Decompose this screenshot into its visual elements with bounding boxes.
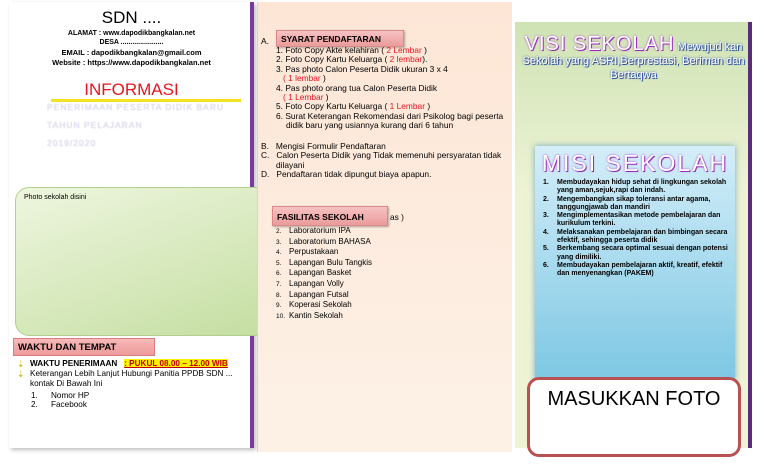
syarat-list [276,46,508,131]
list-item: 5. Foto Copy Kartu Keluarga ( 1 Lembar ) [276,101,431,112]
right-panel [515,22,752,448]
contact-list [31,391,89,409]
waktu-header: WAKTU DAN TEMPAT [13,338,155,356]
misi-list [543,179,731,279]
list-item: 10. Kantin Sekolah [276,310,343,320]
list-item: 1. Foto Copy Akte kelahiran ( 2 Lembar ) [276,45,427,55]
list-item: B. Mengisi Formulir Pendaftaran [261,141,386,151]
visi-title: VISI SEKOLAH [524,33,675,55]
ghost-line-1: PENERIMAAN PESERTA DIDIK BARU [47,102,224,112]
fasilitas-partial-text: as ) [390,212,404,222]
email-line: EMAIL : dapodikbangkalan@gmail.com [61,48,202,57]
ghost-line-2: TAHUN PELAJARAN [47,120,143,130]
info-title: INFORMASI [84,80,179,99]
fasilitas-list [276,226,476,321]
website-line: Website : https://www.dapodikbangkalan.net [52,58,211,67]
list-item: 1. Nomor HP [31,391,90,400]
list-item: 6. Surat Keterangan Rekomendasi dari Psikolog bagi peserta didik baru yang usiannya kurang dari 6 tahun [276,110,504,131]
list-item: 8. Lapangan Futsal [276,289,349,299]
visi-text: Mewujud kan Sekolah yang ASRI,Berprestasi, Beriman dan Bertaqwa [522,41,745,81]
list-item: 4. Pas photo orang tua Calon Peserta Didik ( 1 Lembar ) [276,82,438,103]
photo-caption: Photo sekolah disini [24,194,87,201]
list-item: 9. Koperasi Sekolah [276,300,352,310]
waktu-value: : PUKUL 08.00 – 12.00 WIB [124,359,228,368]
list-item: 6. Lapangan Basket [276,268,352,278]
syarat-header: SYARAT PENDAFTARAN [276,30,404,47]
list-item: 1. Membudayakan hidup sehat di lingkungan sekolah yang aman,sejuk,rapi dan indah. [543,179,727,195]
address-line: ALAMAT : www.dapodikbangkalan.net [67,30,196,37]
photo-placeholder-box[interactable] [527,377,741,457]
list-item: 7. Lapangan Volly [276,278,344,288]
misi-title: MISI SEKOLAH [541,150,729,176]
list-item: ⇣ WAKTU PENERIMAAN : PUKUL 08.00 – 12.00 WIB [17,359,228,369]
school-name: SDN .... [101,8,162,27]
list-item: 3. Mengimplementasikan metode pembelajaran dan kurikulum terkini. [543,212,721,228]
photo-placeholder-label: MASUKKAN FOTO [547,388,721,410]
section-letter: A. [261,36,269,46]
list-item: 5. Berkembang secara optimal sesuai dengan potensi yang dimiliki. [543,245,728,261]
list-item: 6. Membudayakan pembelajaran aktif, kreatif, efektif dan menyenangkan (PAKEM) [543,261,723,278]
list-item: ⇣ Keterangan Lebih Lanjut Hubungi Panitia PPDB SDN ... kontak Di Bawah Ini [17,369,233,388]
list-item: D. Pendaftaran tidak dipungut biaya apapun. [261,169,432,180]
list-item: 3. Pas photo Calon Peserta Didik ukuran 3 x 4 ( 1 lembar ) [276,63,448,84]
desa-line: DESA ...................... [99,39,164,46]
other-requirements [261,142,509,180]
waktu-list [17,359,257,389]
list-item: 5. Lapangan Bulu Tangkis [276,257,373,267]
school-photo-placeholder[interactable] [15,187,277,336]
list-item: 2. Laboratorium IPA [276,226,351,235]
middle-panel [257,2,512,452]
ghost-line-3: 2019/2020 [47,138,97,148]
list-item: C. Calon Peserta Didik yang Tidak memenuhi persyaratan tidak dilayani [261,150,502,170]
list-item: 3. Laboratorium BAHASA [276,236,371,246]
list-item: 2. Facebook [31,400,87,409]
list-item: 4. Melaksanakan pembelajaran dan bimbingan secara efektif, sehingga peserta didik [543,228,728,245]
misi-box [535,146,735,380]
list-item: 4. Perpustakaan [276,247,339,257]
fasilitas-header: FASILITAS SEKOLAH [272,206,388,226]
left-panel [9,2,254,448]
arrow-bullet-icon: ⇣ [17,359,25,369]
list-item: 2. Mengembangkan sikap toleransi antar agama, tanggungjawab dan mandiri [543,195,711,211]
arrow-bullet-icon: ⇣ [17,369,25,379]
list-item: 2. Foto Copy Kartu Keluarga ( 2 lembar). [276,54,428,65]
visi-block [515,33,752,82]
